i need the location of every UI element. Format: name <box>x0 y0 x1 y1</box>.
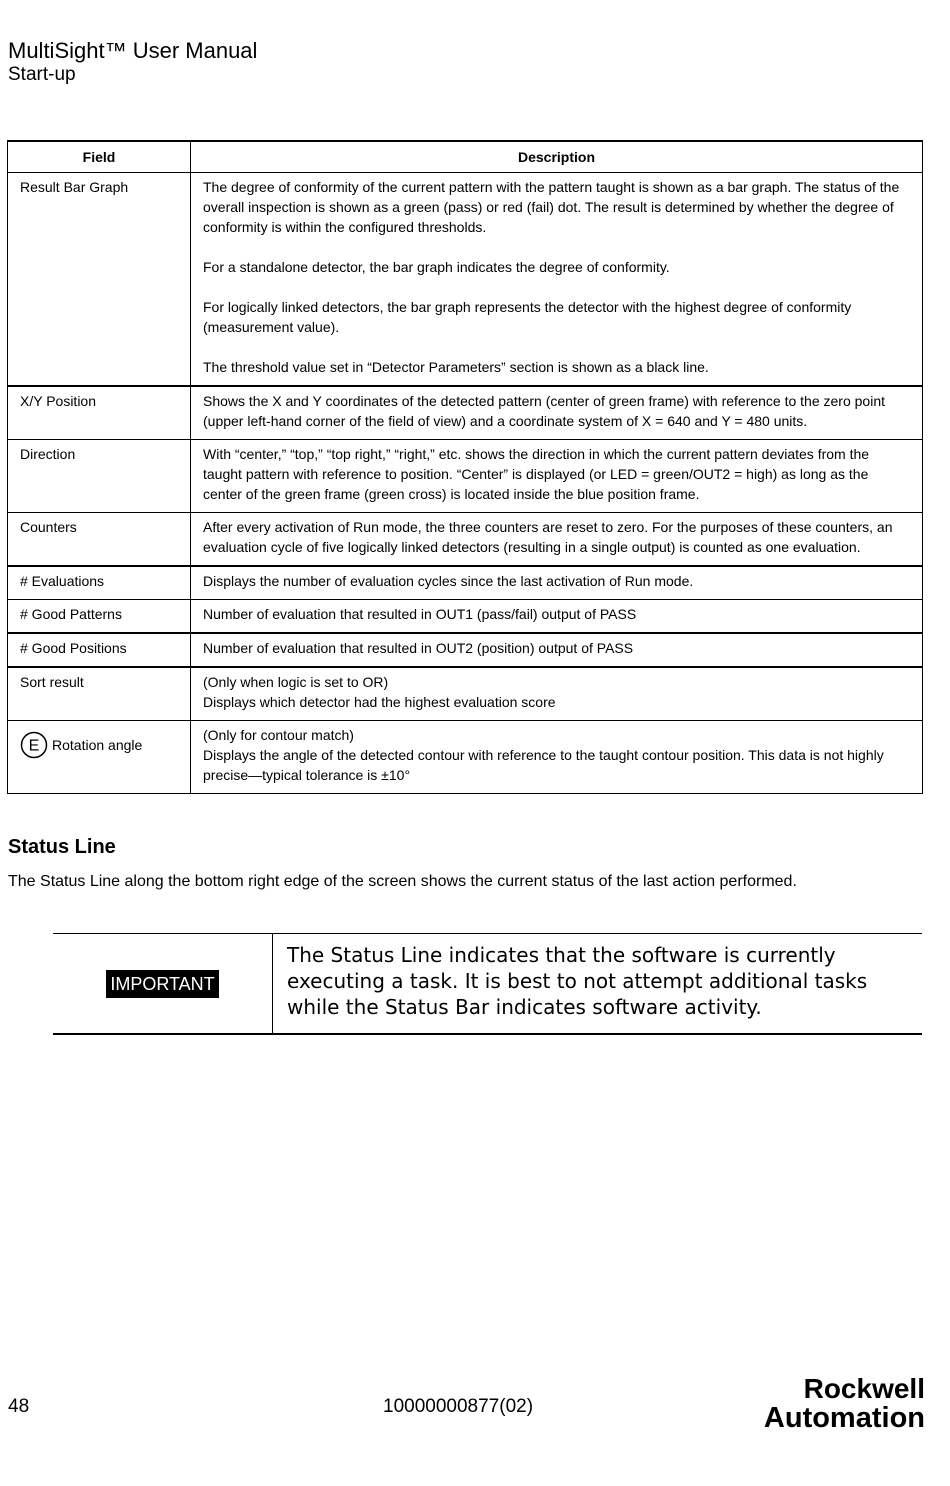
field-cell <box>8 721 191 794</box>
important-label: IMPORTANT <box>106 970 218 998</box>
table-row <box>8 566 923 600</box>
page-header <box>8 38 257 86</box>
table-row <box>8 721 923 794</box>
field-with-icon <box>20 731 178 759</box>
field-cell: Sort result <box>8 667 191 721</box>
field-cell: # Good Positions <box>8 633 191 667</box>
important-callout <box>53 933 922 1035</box>
logo-line-2: Automation <box>763 1402 925 1432</box>
table-row <box>8 173 923 387</box>
important-label-cell <box>53 934 273 1033</box>
column-header-field: Field <box>8 141 191 173</box>
table-row <box>8 440 923 513</box>
logo-line-1: Rockwell <box>803 1373 925 1404</box>
description-cell <box>191 667 923 721</box>
description-line: (Only when logic is set to OR) <box>203 674 389 690</box>
page-number: 48 <box>8 1396 30 1417</box>
description-paragraph: For a standalone detector, the bar graph indicates the degree of conformity. <box>203 259 670 275</box>
field-cell: Direction <box>8 440 191 513</box>
status-line-text: The Status Line along the bottom right edge of the screen shows the current status of the last action performed. <box>8 873 797 890</box>
description-cell: Number of evaluation that resulted in OUT1 (pass/fail) output of PASS <box>191 600 923 634</box>
description-cell: With “center,” “top,” “top right,” “right,” etc. shows the direction in which the current pattern deviates from the taught pattern with reference to position. “Center” is displayed (or LED = green/OUT2 = high) as long as the center of the green frame (green cross) is located inside the blue position frame. <box>191 440 923 513</box>
description-cell: Shows the X and Y coordinates of the detected pattern (center of green frame) with reference to the zero point (upper left-hand corner of the field of view) and a coordinate system of X = 640 and Y = 480 units. <box>191 386 923 440</box>
table-row <box>8 600 923 634</box>
field-cell: Result Bar Graph <box>8 173 191 387</box>
section-title: Start-up <box>8 64 76 85</box>
description-paragraph: The threshold value set in “Detector Parameters” section is shown as a black line. <box>203 359 709 375</box>
table-row <box>8 513 923 567</box>
field-cell: # Good Patterns <box>8 600 191 634</box>
rockwell-automation-logo <box>697 1372 927 1432</box>
description-cell <box>191 721 923 794</box>
description-line: Displays which detector had the highest evaluation score <box>203 694 556 710</box>
field-cell: Counters <box>8 513 191 567</box>
description-cell: After every activation of Run mode, the three counters are reset to zero. For the purposes of these counters, an evaluation cycle of five logically linked detectors (resulting in a single output) is counted as one evaluation. <box>191 513 923 567</box>
important-text: The Status Line indicates that the software is currently executing a task. It is best to not attempt additional tasks while the Status Bar indicates software activity. <box>287 943 868 1019</box>
status-line-heading: Status Line <box>8 836 116 858</box>
icon-letter: E <box>28 737 40 755</box>
description-paragraph: The degree of conformity of the current pattern with the pattern taught is shown as a bar graph. The status of the overall inspection is shown as a green (pass) or red (fail) dot. The result is determined by whether the degree of conformity is within the configured thresholds. <box>203 179 900 235</box>
description-paragraph: For logically linked detectors, the bar graph represents the detector with the highest degree of conformity (measurement value). <box>203 299 852 335</box>
document-number: 10000000877(02) <box>383 1396 534 1417</box>
description-line: Displays the angle of the detected contour with reference to the taught contour position. This data is not highly precise—typical tolerance is ±10° <box>203 747 884 783</box>
manual-title: MultiSight™ User Manual <box>8 38 258 63</box>
table-row <box>8 386 923 440</box>
enhanced-feature-icon <box>20 731 48 759</box>
description-line: (Only for contour match) <box>203 727 354 743</box>
table-row <box>8 667 923 721</box>
column-header-description: Description <box>191 141 923 173</box>
table-header-row <box>8 141 923 173</box>
field-label: Rotation angle <box>52 737 143 753</box>
field-cell: # Evaluations <box>8 566 191 600</box>
table-row <box>8 633 923 667</box>
description-cell: Displays the number of evaluation cycles since the last activation of Run mode. <box>191 566 923 600</box>
description-cell: Number of evaluation that resulted in OUT2 (position) output of PASS <box>191 633 923 667</box>
field-cell: X/Y Position <box>8 386 191 440</box>
description-cell <box>191 173 923 387</box>
field-description-table <box>7 140 923 794</box>
